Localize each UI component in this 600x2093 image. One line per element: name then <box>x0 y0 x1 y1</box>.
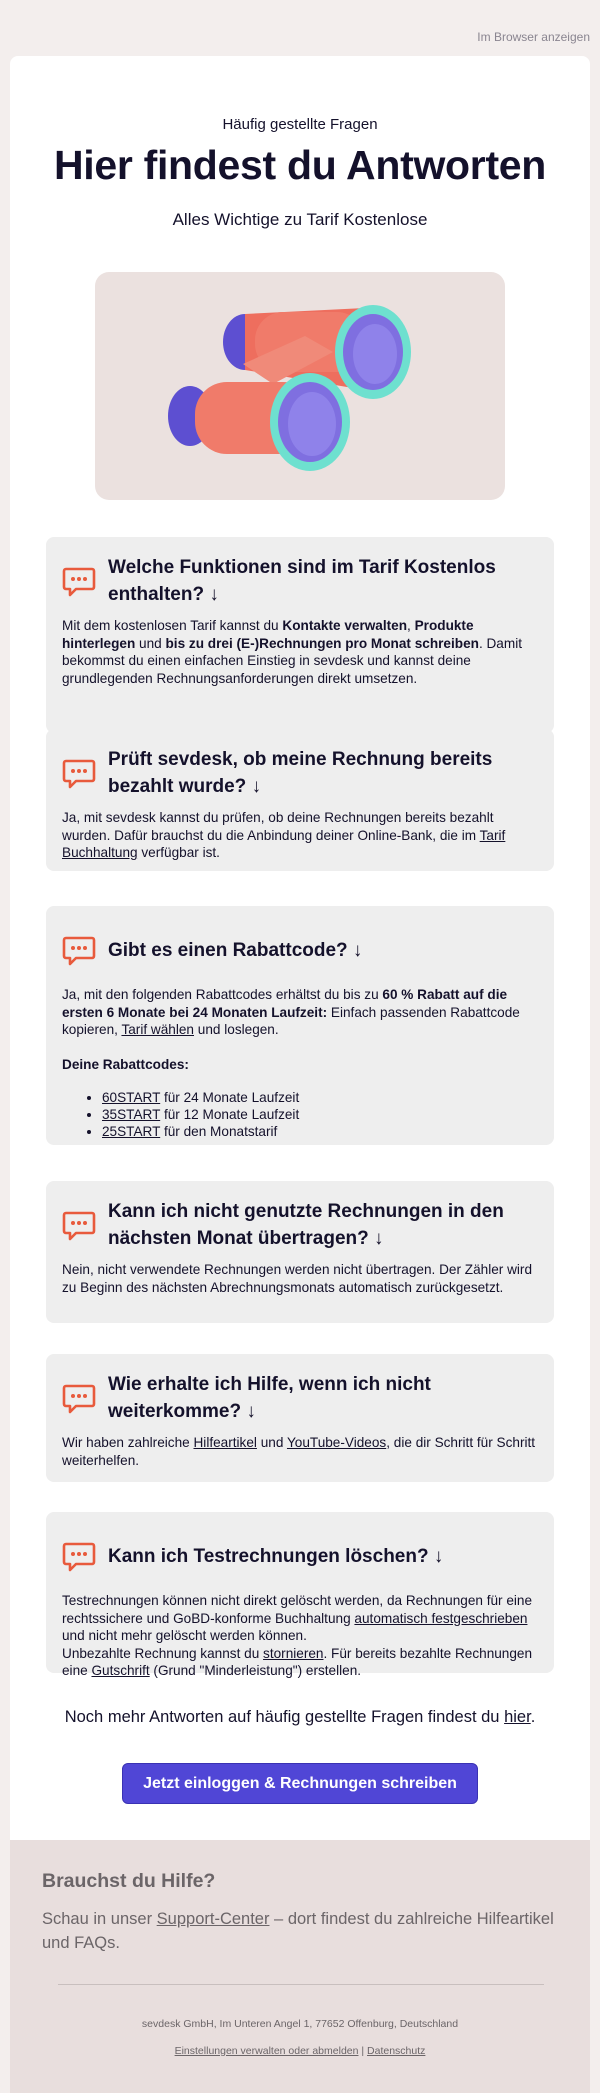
faq-header[interactable] <box>62 922 538 978</box>
discount-code-item <box>102 1089 538 1106</box>
binoculars-illustration <box>95 272 505 500</box>
faq-answer-text: , die dir Schritt für Schritt weiterhelfen. <box>62 1435 536 1468</box>
discount-code-desc: für 12 Monate Laufzeit <box>160 1106 300 1122</box>
discount-codes-heading: Deine Rabattcodes: <box>62 1056 189 1072</box>
faq-answer-link[interactable]: Hilfeartikel <box>193 1435 257 1450</box>
chat-bubble-icon-graphic <box>62 1539 96 1573</box>
more-answers-suffix: . <box>530 1708 536 1726</box>
chat-bubble-icon-graphic <box>62 1381 96 1415</box>
faq-answer-text: Einfach passenden Rabattcode kopieren, <box>62 1004 520 1037</box>
faq-answer-text: verfügbar ist. <box>137 845 220 860</box>
faq-item[interactable] <box>46 906 554 1145</box>
privacy-link[interactable]: Datenschutz <box>367 2045 426 2057</box>
chat-bubble-icon-graphic <box>62 1208 96 1242</box>
footer-text <box>42 1907 562 1955</box>
faq-answer-link[interactable]: Tarif Buchhaltung <box>62 827 506 860</box>
faq-answer <box>62 1261 538 1296</box>
faq-answer-bold: 60 % Rabatt auf die ersten 6 Monate bei 24 Monaten Laufzeit: <box>62 987 508 1020</box>
faq-header[interactable] <box>62 553 538 609</box>
discount-code-item <box>102 1106 538 1123</box>
faq-answer <box>62 1592 538 1680</box>
discount-code-link[interactable]: 60START <box>102 1089 161 1105</box>
page-title: Hier findest du Antworten <box>53 142 547 188</box>
discount-code-link[interactable]: 25START <box>102 1123 161 1139</box>
faq-header[interactable] <box>62 745 538 801</box>
hero-subtitle: Alles Wichtige zu Tarif Kostenlose <box>172 210 428 229</box>
faq-answer-text: Nein, nicht verwendete Rechnungen werden nicht übertragen. Der Zähler wird zu Beginn des nächsten Abrechnungsmonats automatisch zurückgesetzt. <box>62 1262 532 1295</box>
faq-question[interactable]: Kann ich Testrechnungen löschen? ↓ <box>108 1545 444 1567</box>
more-answers-prefix: Noch mehr Antworten auf häufig gestellte Fragen findest du <box>64 1708 505 1726</box>
binoculars-icon <box>95 272 505 500</box>
faq-answer-bold: bis zu drei (E-)Rechnungen pro Monat schreiben <box>165 635 479 651</box>
faq-answer-link[interactable]: stornieren <box>263 1645 324 1661</box>
faq-answer-text: Testrechnungen können nicht direkt gelöscht werden, da Rechnungen für eine rechtssichere und GoBD-konforme Buchhaltung <box>62 1593 533 1626</box>
hero-kicker: Häufig gestellte Fragen <box>222 116 378 133</box>
footer-text-suffix: – dort findest du zahlreiche Hilfeartikel und FAQs. <box>42 1910 554 1952</box>
faq-answer-text: Mit dem kostenlosen Tarif kannst du <box>62 618 283 633</box>
faq-answer-text: Unbezahlte Rechnung kannst du <box>62 1645 264 1661</box>
faq-question[interactable]: Kann ich nicht genutzte Rechnungen in den nächsten Monat übertragen? ↓ <box>108 1201 504 1249</box>
footer-divider <box>58 1984 544 1985</box>
chat-bubble-icon <box>62 1208 96 1242</box>
faq-question[interactable]: Gibt es einen Rabattcode? ↓ <box>108 939 363 961</box>
faq-answer-link[interactable]: Gutschrift <box>91 1663 150 1678</box>
faq-answer-link[interactable]: YouTube-Videos <box>286 1435 387 1450</box>
faq-header[interactable] <box>62 1197 538 1253</box>
faq-item[interactable] <box>46 1354 554 1482</box>
footer-link-separator: | <box>358 2045 368 2057</box>
footer-title: Brauchst du Hilfe? <box>42 1870 216 1892</box>
faq-answer-text: , <box>407 618 415 633</box>
faq-item[interactable] <box>46 729 554 871</box>
faq-answer <box>62 1434 538 1469</box>
faq-answer <box>62 809 538 862</box>
topbar <box>0 0 600 56</box>
faq-answer-text: (Grund "Minderleistung") erstellen. <box>149 1663 362 1678</box>
faq-answer-text: und <box>135 635 166 651</box>
faq-answer-text: Wir haben zahlreiche <box>62 1435 194 1450</box>
footer-links <box>10 2045 590 2057</box>
discount-code-desc: für den Monatstarif <box>160 1123 278 1139</box>
chat-bubble-icon <box>62 756 96 790</box>
email-card <box>10 56 590 1840</box>
more-answers-text <box>10 1708 590 1727</box>
chat-bubble-icon-graphic <box>62 933 96 967</box>
chat-bubble-icon-graphic <box>62 564 96 598</box>
chat-bubble-icon <box>62 933 96 967</box>
company-address: sevdesk GmbH, Im Unteren Angel 1, 77652 Offenburg, Deutschland <box>141 2018 459 2030</box>
discount-code-item <box>102 1123 538 1140</box>
chat-bubble-icon <box>62 1539 96 1573</box>
faq-answer-link[interactable]: Tarif wählen <box>121 1022 194 1037</box>
chat-bubble-icon-graphic <box>62 756 96 790</box>
faq-answer-text: Ja, mit sevdesk kannst du prüfen, ob deine Rechnungen bereits bezahlt wurden. Dafür brauchst du die Anbindung deiner Online-Bank, die im <box>62 810 494 843</box>
faq-answer-text: und loslegen. <box>194 1022 279 1037</box>
more-answers-link[interactable]: hier <box>504 1708 531 1726</box>
discount-codes-list <box>102 1089 538 1140</box>
discount-code-desc: für 24 Monate Laufzeit <box>160 1089 300 1105</box>
chat-bubble-icon <box>62 564 96 598</box>
faq-answer-bold: Kontakte verwalten <box>282 618 408 633</box>
faq-answer <box>62 617 538 687</box>
faq-answer-bold: Produkte hinterlegen <box>62 618 474 651</box>
faq-header[interactable] <box>62 1528 538 1584</box>
chat-bubble-icon <box>62 1381 96 1415</box>
faq-header[interactable] <box>62 1370 538 1426</box>
login-cta-button[interactable]: Jetzt einloggen & Rechnungen schreiben <box>122 1763 478 1804</box>
view-in-browser-link[interactable]: Im Browser anzeigen <box>477 30 590 44</box>
faq-answer-text: . Für bereits bezahlte Rechnungen eine <box>62 1645 533 1678</box>
faq-item[interactable] <box>46 1181 554 1323</box>
faq-item[interactable] <box>46 537 554 733</box>
discount-code-link[interactable]: 35START <box>102 1106 161 1122</box>
faq-answer-link[interactable]: automatisch festgeschrieben <box>354 1610 528 1626</box>
footer-text-prefix: Schau in unser <box>42 1910 157 1928</box>
footer <box>10 1840 590 2093</box>
faq-question[interactable]: Prüft sevdesk, ob meine Rechnung bereits bezahlt wurde? ↓ <box>108 749 493 797</box>
faq-answer-text: Ja, mit den folgenden Rabattcodes erhältst du bis zu <box>62 987 383 1002</box>
faq-item[interactable] <box>46 1512 554 1678</box>
faq-answer <box>62 986 538 1039</box>
faq-question[interactable]: Welche Funktionen sind im Tarif Kostenlos enthalten? ↓ <box>108 557 496 605</box>
support-center-link[interactable]: Support-Center <box>156 1910 270 1928</box>
faq-answer-text: und nicht mehr gelöscht werden können. <box>62 1628 307 1643</box>
settings-unsubscribe-link[interactable]: Einstellungen verwalten oder abmelden <box>174 2045 359 2057</box>
faq-question[interactable]: Wie erhalte ich Hilfe, wenn ich nicht weiterkomme? ↓ <box>108 1374 431 1422</box>
faq-answer-text: und <box>256 1435 287 1450</box>
faq-answer-text: . Damit bekommst du einen einfachen Einstieg in sevdesk und kannst deine grundlegenden Rechnungsanforderungen direkt umsetzen. <box>62 635 522 686</box>
